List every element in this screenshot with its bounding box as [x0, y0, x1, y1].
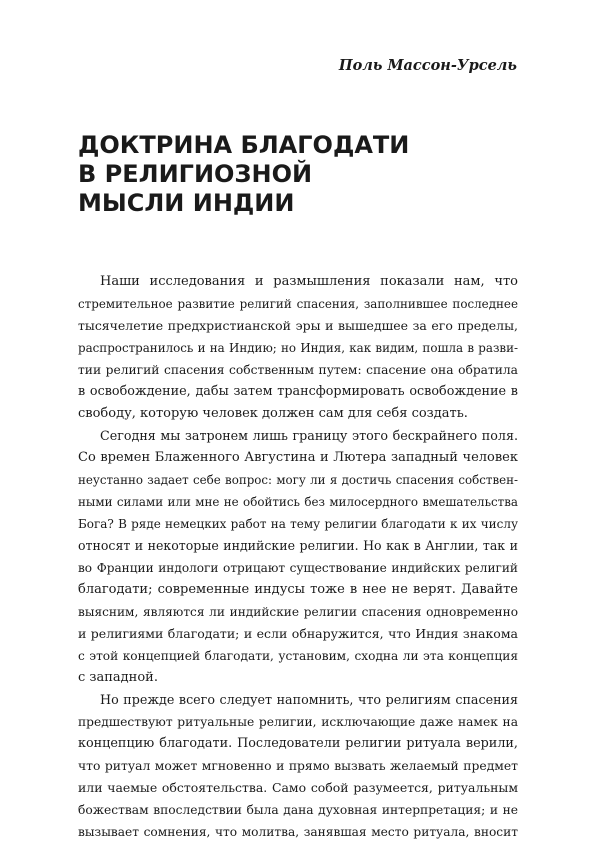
- text-line: тысячелетие предхристианской эры и вышедшее за его пределы,: [78, 318, 518, 333]
- text-line: во Франции индологи отрицают существование индийских религий: [78, 561, 518, 575]
- article-title: [78, 131, 409, 218]
- text-line: неустанно задает себе вопрос: могу ли я достичь спасения собствен-: [78, 473, 518, 487]
- text-line: тии религий спасения собственным путем: спасение она обратила: [78, 363, 518, 377]
- text-line: свободу, которую человек должен сам для себя создать.: [78, 406, 468, 421]
- text-line: ными силами или мне не обойтись без милосердного вмешательства: [78, 495, 518, 509]
- text-line: или чаемые обстоятельства. Само собой разумеется, ритуальным: [78, 780, 518, 795]
- text-line: и религиями благодати; и если обнаружится, что Индия знакома: [78, 626, 518, 641]
- text-line: Со времен Блаженного Августина и Лютера западный человек: [78, 450, 518, 465]
- title-line: ДОКТРИНА БЛАГОДАТИ: [78, 131, 410, 159]
- title-line: МЫСЛИ ИНДИИ: [78, 189, 295, 217]
- article-body: [78, 271, 518, 843]
- text-line: концепцию благодати. Последователи религии ритуала верили,: [78, 736, 518, 751]
- paragraph-2: [78, 425, 518, 689]
- text-line: с этой концепцией благодати, установим, сходна ли эта концепция: [78, 649, 518, 663]
- text-line: Но прежде всего следует напомнить, что религиям спасения: [100, 692, 518, 707]
- text-line: вызывает сомнения, что молитва, занявшая место ритуала, вносит: [78, 825, 518, 839]
- text-line: Сегодня мы затронем лишь границу этого бескрайнего поля.: [100, 428, 518, 443]
- text-line: относят и некоторые индийские религии. Но как в Англии, так и: [78, 538, 518, 553]
- text-line: Наши исследования и размышления показали нам, что: [100, 274, 518, 289]
- text-line: выясним, являются ли индийские религии спасения одновременно: [78, 605, 518, 619]
- paragraph-1: [78, 271, 518, 425]
- text-line: божествам впоследствии была дана духовная интерпретация; и не: [78, 803, 518, 817]
- paragraph-3: [78, 689, 518, 843]
- text-line: что ритуал может мгновенно и прямо вызвать желаемый предмет: [78, 759, 518, 773]
- text-line: благодати; современные индусы тоже в нее не верят. Давайте: [78, 582, 518, 597]
- author-name: Поль Массон-Урсель: [338, 57, 517, 74]
- text-line: стремительное развитие религий спасения, заполнившее последнее: [78, 297, 518, 311]
- text-line: предшествуют ритуальные религии, исключающие даже намек на: [78, 715, 518, 729]
- text-line: распространилось и на Индию; но Индия, как видим, пошла в разви-: [78, 341, 518, 355]
- text-line: с западной.: [78, 670, 158, 685]
- text-line: в освобождение, дабы затем трансформировать освобождение в: [78, 384, 518, 399]
- text-line: Бога? В ряде немецких работ на тему религии благодати к их числу: [78, 517, 518, 531]
- title-line: В РЕЛИГИОЗНОЙ: [78, 160, 313, 188]
